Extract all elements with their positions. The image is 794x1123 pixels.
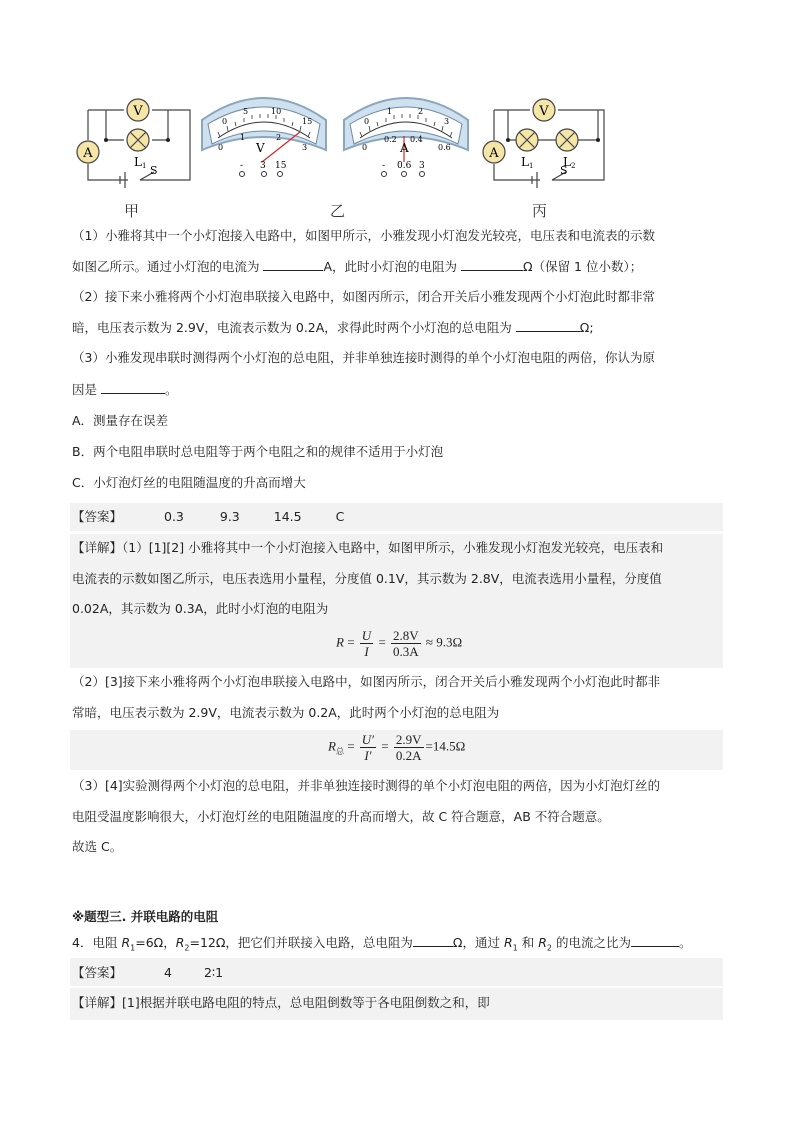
svg-text:1: 1 — [240, 133, 246, 142]
question-part2-line2: 暗，电压表示数为 2.9V，电流表示数为 0.2A，求得此时两个小灯泡的总电阻为 Ω; — [72, 320, 594, 335]
lamp-label: L — [134, 155, 142, 169]
circuit-diagram-c — [474, 92, 614, 192]
svg-text:15: 15 — [275, 161, 287, 171]
voltmeter-terminals — [240, 172, 283, 177]
svg-text:0.4: 0.4 — [410, 135, 423, 144]
detail-label: 【详解】 — [72, 540, 123, 555]
svg-text:5: 5 — [243, 107, 249, 116]
detail-line-3: 0.02A，其示数为 0.3A，此时小灯泡的电阻为 — [72, 601, 329, 616]
circuit-diagram-a — [68, 92, 198, 192]
detail-line-8: 故选 C。 — [72, 839, 123, 854]
ammeter-dial — [340, 90, 472, 186]
answer-blank-3 — [516, 318, 580, 332]
ammeter-label: A — [83, 146, 93, 161]
detail-line-1: 【详解】（1）[1][2] 小雅将其中一个小灯泡接入电路中，如图甲所示，小雅发现小灯泡发光较亮，电压表和 — [72, 540, 664, 555]
question-part3-line2: 因是 。 — [72, 382, 178, 397]
ammeter-unit: A — [400, 141, 409, 155]
svg-text:0.6: 0.6 — [438, 143, 451, 152]
answer-blank-1 — [263, 257, 323, 271]
answer-value: 0.3 — [164, 509, 184, 524]
svg-text:3: 3 — [444, 117, 450, 126]
option-a: A．测量存在误差 — [72, 413, 169, 428]
detail-row-4: 【详解】[1]根据并联电路电阻的特点，总电阻倒数等于各电阻倒数之和，即 — [72, 995, 490, 1010]
svg-text:0.6: 0.6 — [397, 161, 412, 171]
answer-blank-6 — [631, 933, 679, 947]
formula-total-resistance: $R_总$ = $\frac{U'}{I'}$ = $\frac{2.9V}{0.2A}$ =14.5Ω — [328, 732, 466, 763]
svg-text:-: - — [382, 161, 386, 171]
svg-text:15: 15 — [302, 117, 313, 126]
lamp2-subscript: 2 — [571, 162, 576, 170]
answer-value: 14.5 — [273, 509, 302, 524]
question-part3-line1: （3）小雅发现串联时测得两个小灯泡的总电阻，并非单独连接时测得的单个小灯泡电阻的两倍，你认为原 — [72, 350, 655, 365]
answer-value: 4 — [164, 965, 172, 980]
lamp-subscript: 1 — [142, 162, 147, 170]
answer-row — [72, 508, 344, 526]
answer-label: 【答案】 — [72, 509, 123, 524]
svg-text:0: 0 — [364, 117, 370, 126]
voltmeter-label: V — [539, 104, 549, 119]
option-c: C．小灯泡灯丝的电阻随温度的升高而增大 — [72, 475, 306, 490]
lamp1-label: L — [521, 155, 529, 169]
answer-value: 2∶1 — [203, 965, 224, 980]
question-part1-line1: （1）小雅将其中一个小灯泡接入电路中，如图甲所示，小雅发现小灯泡发光较亮，电压表和电流表的示数 — [72, 228, 655, 243]
answer-blank-5 — [413, 933, 453, 947]
svg-text:0.2: 0.2 — [384, 135, 397, 144]
answer-row-4 — [72, 964, 223, 982]
svg-text:3: 3 — [260, 161, 266, 171]
answer-label: 【答案】 — [72, 965, 123, 980]
option-b: B．两个电阻串联时总电阻等于两个电阻之和的规律不适用于小灯泡 — [72, 444, 444, 459]
formula-resistance: R = $\frac{U}{I}$ = $\frac{2.8V}{0.3A}$ ≈ 9.3Ω — [336, 628, 463, 659]
answer-value: C — [335, 509, 345, 524]
figures-row — [60, 92, 740, 222]
svg-text:0: 0 — [222, 117, 228, 126]
question-part2-line1: （2）接下来小雅将两个小灯泡串联接入电路中，如图丙所示，闭合开关后小雅发现两个小灯泡此时都非常 — [72, 289, 655, 304]
svg-text:2: 2 — [418, 107, 424, 116]
svg-text:0: 0 — [362, 143, 368, 152]
ammeter-terminals — [382, 172, 425, 177]
svg-text:1: 1 — [387, 107, 393, 116]
svg-text:3: 3 — [302, 143, 308, 152]
lamp2-label: L — [563, 155, 571, 169]
detail-label: 【详解】 — [72, 995, 123, 1010]
svg-text:0: 0 — [218, 143, 224, 152]
detail-line-7: 电阻受温度影响很大，小灯泡灯丝的电阻随温度的升高而增大，故 C 符合题意，AB 不符合题意。 — [72, 809, 610, 824]
caption-bing: 丙 — [532, 202, 548, 220]
answer-blank-2 — [461, 257, 523, 271]
question-4: 4．电阻 $R_1=6\Omega$，$R_2=12\Omega$，把它们并联接入电路，总电阻为 Ω，通过 $R_1$ 和 $R_2$ 的电流之比为 。 — [72, 935, 692, 953]
voltmeter-label: V — [133, 104, 143, 119]
svg-text:10: 10 — [271, 107, 282, 116]
question-part1-line2: 如图乙所示。通过小灯泡的电流为 A，此时小灯泡的电阻为 Ω（保留 1 位小数）； — [72, 259, 643, 274]
voltmeter-dial — [198, 90, 330, 186]
svg-text:3: 3 — [419, 161, 425, 171]
lamp1-subscript: 1 — [529, 162, 534, 170]
detail-line-6: （3）[4]实验测得两个小灯泡的总电阻，并非单独连接时测得的单个小灯泡电阻的两倍，因为小灯泡灯丝的 — [72, 778, 661, 793]
ammeter-label: A — [489, 146, 499, 161]
svg-text:-: - — [240, 161, 244, 171]
caption-jia: 甲 — [124, 202, 140, 220]
answer-blank-4 — [101, 380, 165, 394]
switch-label: S — [150, 164, 158, 177]
caption-yi: 乙 — [330, 202, 346, 220]
detail-line-2: 电流表的示数如图乙所示，电压表选用小量程，分度值 0.1V，其示数为 2.8V，电流表选用小量程，分度值 — [72, 571, 662, 586]
detail-line-4: （2）[3]接下来小雅将两个小灯泡串联接入电路中，如图丙所示，闭合开关后小雅发现两个小灯泡此时都非 — [72, 674, 661, 689]
switch-label: S — [560, 164, 568, 177]
section-title: ※题型三. 并联电路的电阻 — [72, 909, 219, 924]
detail-line-5: 常暗，电压表示数为 2.9V，电流表示数为 0.2A，此时两个小灯泡的总电阻为 — [72, 705, 500, 720]
voltmeter-unit: V — [256, 141, 265, 155]
answer-value: 9.3 — [219, 509, 240, 524]
svg-text:2: 2 — [276, 133, 282, 142]
